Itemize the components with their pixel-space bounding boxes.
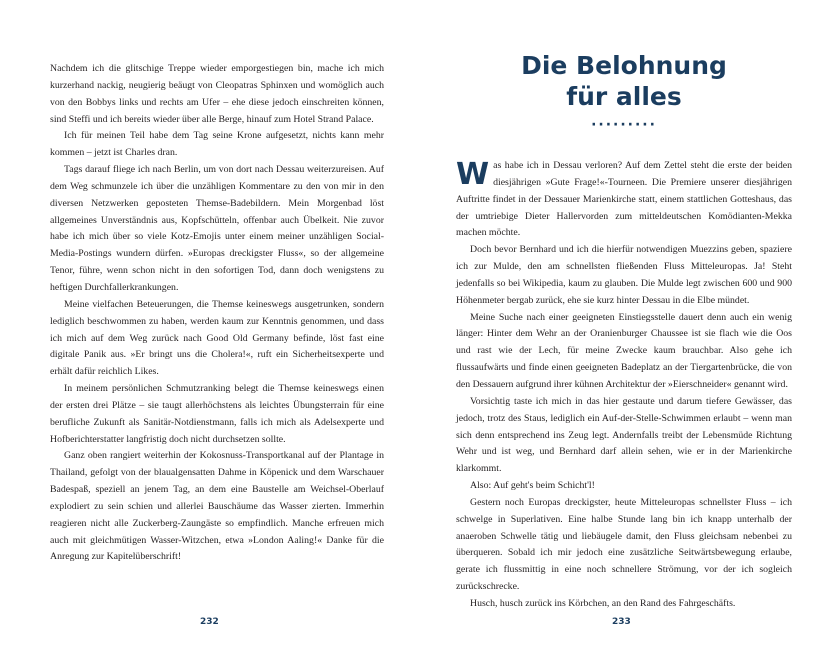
left-page bbox=[0, 0, 416, 648]
opening-paragraph-text: as habe ich in Dessau verloren? Auf dem Zettel steht die erste der beiden diesjährigen »Gute Frage!«-Tourneen. Die Premiere unserer diesjährigen Auftritte findet in der Dessauer Marienkirche statt, einem stattlichen Gotteshaus, das der umtriebige Dieter Hallervorden zum mitteldeutschen Komödianten-Mekka machen möchte. bbox=[456, 160, 792, 239]
paragraph: Ich für meinen Teil habe dem Tag seine Krone aufgesetzt, nichts kann mehr kommen – jetzt ist Charles dran. bbox=[50, 130, 384, 159]
page-number-left: 232 bbox=[200, 617, 219, 627]
paragraph: Gestern noch Europas dreckigster, heute Mitteleuropas schnellster Fluss – ich schwelge in Superlativen. Eine halbe Stunde lang bin ich knapp unterhalb der anaeroben Schwelle tätig und liebäugele damit, den Fluss gleichsam nebenbei zu überqueren. Sobald ich mir jedoch eine zusätzliche Seitwärtsbewegung erlaube, gerate ich flussmittig in eine noch schnellere Strömung, vor der ich sogleich zurückschrecke. bbox=[456, 496, 792, 593]
paragraph: Doch bevor Bernhard und ich die hierfür notwendigen Muezzins geben, spaziere ich zur Mulde, den am schnellsten fließenden Fluss Mitteleuropas. Ja! Steht jedenfalls so bei Wikipedia, kaum zu glauben. Die Mulde legt zwischen 600 und 900 Höhenmeter bergab zurück, ehe sie kurz hinter Dessau in die Elbe mündet. bbox=[456, 244, 792, 306]
left-page-text bbox=[50, 61, 384, 566]
paragraph: Tags darauf fliege ich nach Berlin, um von dort nach Dessau weiterzureisen. Auf dem Weg schmunzele ich über die unzähligen Kommentare zu den von mir in den diversen Netzwerken geposteten Themse-Badebildern. Mein Morgenbad löst allgemeines Unverständnis aus, Kopfschütteln, offenbar auch Übelkeit. Nie zuvor habe ich mich über so viele Kotz-Emojis unter einem meiner unzähligen Social-Media-Postings wundern dürfen. »Europas dreckigster Fluss«, so der allgemeine Tenor, führe, wenn schon nicht in den sofortigen Tod, dann doch wenigstens zu heftigen Durchfallerkrankungen. bbox=[50, 164, 384, 293]
paragraph: Ganz oben rangiert weiterhin der Kokosnuss-Transportkanal auf der Plantage in Thailand, gefolgt von der blaualgensatten Dahme in Köpenick und dem Warschauer Badespaß, speziell an jenem Tag, an dem eine Baustelle am Weichsel-Oberlauf explodiert zu sein schien und allerlei Bauschäume das Wasser zierten. Immerhin reagieren nicht alle Zuckerberg-Zaungäste so empfindlich. Manche erfreuen mich auch mit gleichmütigen Wasser-Witzchen, etwa »London Aaling!« Danke für die Anregung zur Kapitelüberschrift! bbox=[50, 450, 384, 563]
paragraph: Husch, husch zurück ins Körbchen, an den Rand des Fahrgeschäfts. bbox=[470, 597, 736, 609]
opening-paragraph bbox=[456, 158, 792, 242]
drop-cap: W bbox=[456, 157, 490, 192]
paragraph: In meinem persönlichen Schmutzranking belegt die Themse keineswegs einen der ersten drei Plätze – sie taugt allerhöchstens als leichtes Übungsterrain für eine berufliche Zukunft als Sanitär-Notdienstmann, falls ich mich als Adelsexperte und Hofberichterstatter langfristig doch nicht durchsetzen sollte. bbox=[50, 383, 384, 445]
page-number-right: 233 bbox=[612, 617, 631, 627]
paragraph: Meine Suche nach einer geeigneten Einstiegsstelle dauert denn auch ein wenig länger: Hinter dem Wehr an der Oranienburger Chaussee ist sie flach wie die Oos und rast wie der Lech, für meine Zwecke kaum brauchbar. Also gehe ich flussaufwärts und finde einen geeigneten Badeplatz an der Tiergartenbrücke, die von den Dessauern aufgrund ihrer kühnen Architektur der »Eierschneider« genannt wird. bbox=[456, 311, 792, 390]
chapter-title bbox=[456, 50, 792, 112]
chapter-title-line-2: für alles bbox=[566, 82, 682, 111]
right-page-text bbox=[456, 158, 792, 613]
chapter-title-line-1: Die Belohnung bbox=[521, 51, 727, 80]
right-page bbox=[416, 0, 833, 648]
paragraph: Meine vielfachen Beteuerungen, die Themse keineswegs ausgetrunken, sondern lediglich beschwommen zu haben, werden kaum zur Kenntnis genommen, und dass ich mich auf dem Weg zurück nach Good Old Germany befinde, löst fast eine digitale Panik aus. »Er bringt uns die Cholera!«, ruft ein Sicherheitsexperte und erhält dafür reichlich Likes. bbox=[50, 298, 384, 378]
paragraph: Also: Auf geht's beim Schicht'l! bbox=[470, 480, 595, 492]
paragraph: Nachdem ich die glitschige Treppe wieder emporgestiegen bin, mache ich mich kurzerhand nackig, neugierig beäugt von Cleopatras Sphinxen und womöglich auch von den Bobbys links und rechts am Ufer – ehe diese jedoch einschreiten können, sind Steffi und ich bereits wieder über alle Berge, hinauf zum Hotel Strand Palace. bbox=[50, 63, 384, 125]
paragraph: Vorsichtig taste ich mich in das hier gestaute und darum tiefere Gewässer, das jedoch, trotz des Staus, lediglich ein Auf-der-Stelle-Schwimmen erlaubt – wenn man sich denn entsprechend ins Zeug legt. Andernfalls treibt der Lebensmüde Richtung Wehr und ist weg, und Bernhard darf allein sehen, wie er in der Marienkirche klarkommt. bbox=[456, 395, 792, 475]
title-ornament: ········· bbox=[591, 117, 657, 133]
